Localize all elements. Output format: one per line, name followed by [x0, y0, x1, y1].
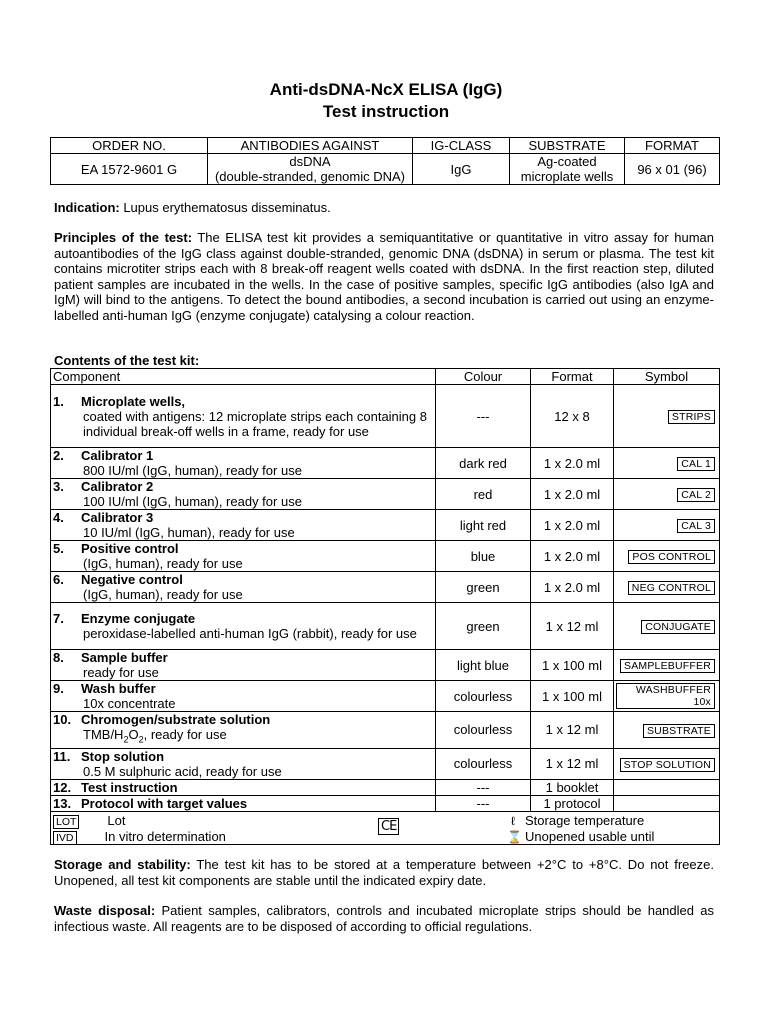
- component-symbol-cell: [614, 748, 720, 779]
- component-format: 1 x 2.0 ml: [531, 541, 614, 572]
- order-table-row: [51, 154, 720, 185]
- component-cell: [51, 712, 436, 749]
- component-format: 1 x 2.0 ml: [531, 479, 614, 510]
- component-symbol: POS CONTROL: [628, 550, 715, 564]
- contents-header-row: [51, 369, 720, 385]
- component-symbol-cell: [614, 779, 720, 795]
- hourglass-icon: ⌛: [507, 829, 522, 844]
- component-colour: ---: [436, 385, 531, 448]
- principles-section: [54, 230, 714, 323]
- component-desc: 100 IU/ml (IgG, human), ready for use: [83, 494, 302, 509]
- component-desc: 10x concentrate: [83, 696, 176, 711]
- component-format: 1 x 2.0 ml: [531, 510, 614, 541]
- component-symbol: CONJUGATE: [641, 620, 715, 634]
- component-name: Chromogen/substrate solution: [81, 712, 271, 727]
- component-row-9: [51, 681, 720, 712]
- document-title: Anti-dsDNA-NcX ELISA (IgG): [269, 80, 503, 99]
- component-cell: [51, 795, 436, 811]
- component-symbol: STRIPS: [668, 410, 715, 424]
- component-symbol-cell: [614, 448, 720, 479]
- component-row-12: [51, 779, 720, 795]
- ig-class: IgG: [413, 154, 510, 185]
- legend-left: [53, 813, 226, 845]
- usable-text: Unopened usable until: [525, 828, 655, 844]
- component-number: 11.: [53, 748, 71, 764]
- component-name: Protocol with target values: [81, 795, 248, 811]
- format: 96 x 01 (96): [625, 154, 720, 185]
- header-format: FORMAT: [625, 138, 720, 154]
- component-number: 1.: [53, 393, 64, 409]
- document-subtitle: Test instruction: [322, 102, 450, 121]
- indication-text: Lupus erythematosus disseminatus.: [119, 200, 331, 215]
- component-name: Calibrator 2: [81, 479, 154, 494]
- component-desc: TMB/$H_2O_2$, ready for use: [83, 727, 227, 745]
- component-desc: (IgG, human), ready for use: [83, 587, 243, 602]
- component-number: 8.: [53, 650, 64, 665]
- header-format-col: Format: [531, 369, 614, 385]
- component-name: Calibrator 1: [81, 448, 154, 463]
- component-name: Microplate wells,: [81, 393, 186, 409]
- component-symbol-cell: [614, 479, 720, 510]
- component-cell: [51, 541, 436, 572]
- ce-mark-wrap: [378, 818, 399, 835]
- header-colour: Colour: [436, 369, 531, 385]
- component-colour: light blue: [436, 650, 531, 681]
- component-format: 1 x 2.0 ml: [531, 572, 614, 603]
- indication-label: Indication:: [54, 200, 120, 215]
- component-row-11: [51, 748, 720, 779]
- component-colour: dark red: [436, 448, 531, 479]
- component-symbol-cell: [614, 681, 720, 712]
- component-format: 1 x 100 ml: [531, 650, 614, 681]
- component-number: 12.: [53, 779, 72, 795]
- component-colour: green: [436, 603, 531, 650]
- component-symbol: SAMPLEBUFFER: [620, 659, 715, 673]
- ivd-symbol: IVD: [53, 831, 77, 845]
- component-cell: [51, 748, 436, 779]
- component-name: Sample buffer: [81, 650, 168, 665]
- component-format: 1 protocol: [531, 795, 614, 811]
- component-symbol-cell: [614, 650, 720, 681]
- component-format: 1 x 2.0 ml: [531, 448, 614, 479]
- component-colour: ---: [436, 795, 531, 811]
- antibodies-line1: dsDNA: [289, 154, 331, 169]
- storage-section: [54, 857, 714, 888]
- lot-symbol: LOT: [53, 815, 79, 829]
- component-name: Test instruction: [81, 779, 178, 795]
- component-cell: [51, 650, 436, 681]
- component-cell: [51, 479, 436, 510]
- header-symbol: Symbol: [614, 369, 720, 385]
- component-row-3: [51, 479, 720, 510]
- component-symbol-cell: [614, 510, 720, 541]
- component-name: Enzyme conjugate: [81, 611, 196, 626]
- component-number: 10.: [53, 712, 72, 727]
- component-colour: colourless: [436, 681, 531, 712]
- substrate-cell: [510, 154, 625, 185]
- component-colour: blue: [436, 541, 531, 572]
- component-row-10: [51, 712, 720, 749]
- component-number: 9.: [53, 681, 64, 696]
- component-colour: red: [436, 479, 531, 510]
- component-colour: colourless: [436, 748, 531, 779]
- component-desc: 10 IU/ml (IgG, human), ready for use: [83, 525, 295, 540]
- component-row-8: [51, 650, 720, 681]
- component-symbol: WASHBUFFER 10x: [616, 683, 715, 709]
- component-row-7: [51, 603, 720, 650]
- component-desc: 800 IU/ml (IgG, human), ready for use: [83, 463, 302, 478]
- component-symbol-cell: [614, 795, 720, 811]
- component-cell: [51, 448, 436, 479]
- indication-section: [54, 200, 714, 216]
- principles-text: The ELISA test kit provides a semiquantitative or quantitative in vitro assay for human autoantibodies of the IgG class against double-stranded, genomic DNA (dsDNA) in serum or plasma. The test kit contains microtiter strips each with 8 break-off reagent wells coated with dsDNA. In the first reaction step, diluted patient samples are incubated in the wells. In the case of positive samples, specific IgG antibodies (also IgA and IgM) will bind to the antigens. To detect the bound antibodies, a second incubation is carried out using an enzyme-labelled anti-human IgG (enzyme conjugate) catalysing a colour reaction.: [54, 230, 714, 323]
- component-number: 13.: [53, 795, 72, 811]
- legend-cell: [51, 811, 720, 844]
- component-row-5: [51, 541, 720, 572]
- component-symbol-cell: [614, 541, 720, 572]
- component-cell: [51, 603, 436, 650]
- header-component: Component: [51, 369, 436, 385]
- order-table: [50, 137, 720, 185]
- storage-text-body: The test kit has to be stored at a temperature between +2°C to +8°C. Do not freeze. Unopened, all test kit components are stable until the indicated expiry date.: [54, 857, 714, 888]
- component-desc: coated with antigens: 12 microplate strips each containing 8 individual break-off wells in a frame, ready for use: [83, 408, 427, 439]
- component-cell: [51, 510, 436, 541]
- component-desc: ready for use: [83, 665, 159, 680]
- component-desc: peroxidase-labelled anti-human IgG (rabbit), ready for use: [83, 626, 417, 641]
- waste-text: Patient samples, calibrators, controls and incubated microplate strips should be handled as infectious waste. All reagents are to be disposed of according to official regulations.: [54, 903, 714, 934]
- component-format: 1 x 100 ml: [531, 681, 614, 712]
- legend-row: [51, 811, 720, 844]
- component-desc: (IgG, human), ready for use: [83, 556, 243, 571]
- title-block: [54, 79, 718, 123]
- component-desc: 0.5 M sulphuric acid, ready for use: [83, 763, 282, 779]
- component-number: 3.: [53, 479, 64, 494]
- antibodies-cell: [208, 154, 413, 185]
- contents-table: [50, 368, 720, 845]
- header-antibodies: ANTIBODIES AGAINST: [208, 138, 413, 154]
- component-row-6: [51, 572, 720, 603]
- component-number: 5.: [53, 541, 64, 556]
- component-row-4: [51, 510, 720, 541]
- component-format: 1 booklet: [531, 779, 614, 795]
- component-row-13: [51, 795, 720, 811]
- component-row-1: [51, 385, 720, 448]
- component-number: 2.: [53, 448, 64, 463]
- component-cell: [51, 681, 436, 712]
- component-name: Calibrator 3: [81, 510, 154, 525]
- contents-heading-wrap: [54, 353, 714, 369]
- component-format: 1 x 12 ml: [531, 712, 614, 749]
- component-number: 6.: [53, 572, 64, 587]
- antibodies-line2: (double-stranded, genomic DNA): [214, 169, 406, 184]
- component-row-2: [51, 448, 720, 479]
- header-substrate: SUBSTRATE: [510, 138, 625, 154]
- component-name: Positive control: [81, 541, 179, 556]
- component-symbol: CAL 2: [677, 488, 715, 502]
- storage-label: Storage and stability:: [54, 857, 191, 872]
- component-symbol: STOP SOLUTION: [620, 758, 715, 772]
- lot-text: Lot: [107, 812, 126, 828]
- component-colour: colourless: [436, 712, 531, 749]
- component-symbol: CAL 3: [677, 519, 715, 533]
- component-name: Wash buffer: [81, 681, 156, 696]
- component-colour: ---: [436, 779, 531, 795]
- component-format: 12 x 8: [531, 385, 614, 448]
- component-number: 4.: [53, 510, 64, 525]
- component-cell: [51, 779, 436, 795]
- component-cell: [51, 572, 436, 603]
- ce-mark: CE: [378, 818, 399, 835]
- ivd-text: In vitro determination: [104, 828, 226, 844]
- component-name: Negative control: [81, 572, 183, 587]
- component-symbol-cell: [614, 603, 720, 650]
- order-table-header: [51, 138, 720, 154]
- waste-section: [54, 903, 714, 934]
- component-symbol: NEG CONTROL: [628, 581, 715, 595]
- component-symbol-cell: [614, 572, 720, 603]
- waste-label: Waste disposal:: [54, 903, 156, 918]
- component-number: 7.: [53, 611, 64, 626]
- component-colour: green: [436, 572, 531, 603]
- header-ig-class: IG-CLASS: [413, 138, 510, 154]
- substrate-line1: Ag-coated: [537, 154, 597, 169]
- legend-right: [507, 813, 654, 845]
- storage-text: Storage temperature: [525, 812, 645, 828]
- component-symbol: CAL 1: [677, 457, 715, 471]
- component-colour: light red: [436, 510, 531, 541]
- principles-label: Principles of the test:: [54, 230, 193, 245]
- component-symbol-cell: [614, 712, 720, 749]
- substrate-line2: microplate wells: [520, 169, 614, 184]
- thermometer-icon: ℓ: [511, 813, 515, 828]
- header-order-no: ORDER NO.: [51, 138, 208, 154]
- component-symbol-cell: [614, 385, 720, 448]
- component-format: 1 x 12 ml: [531, 603, 614, 650]
- order-no: EA 1572-9601 G: [51, 154, 208, 185]
- contents-heading: Contents of the test kit:: [54, 353, 200, 368]
- component-cell: [51, 385, 436, 448]
- component-format: 1 x 12 ml: [531, 748, 614, 779]
- component-name: Stop solution: [81, 748, 165, 764]
- component-symbol: SUBSTRATE: [643, 724, 715, 738]
